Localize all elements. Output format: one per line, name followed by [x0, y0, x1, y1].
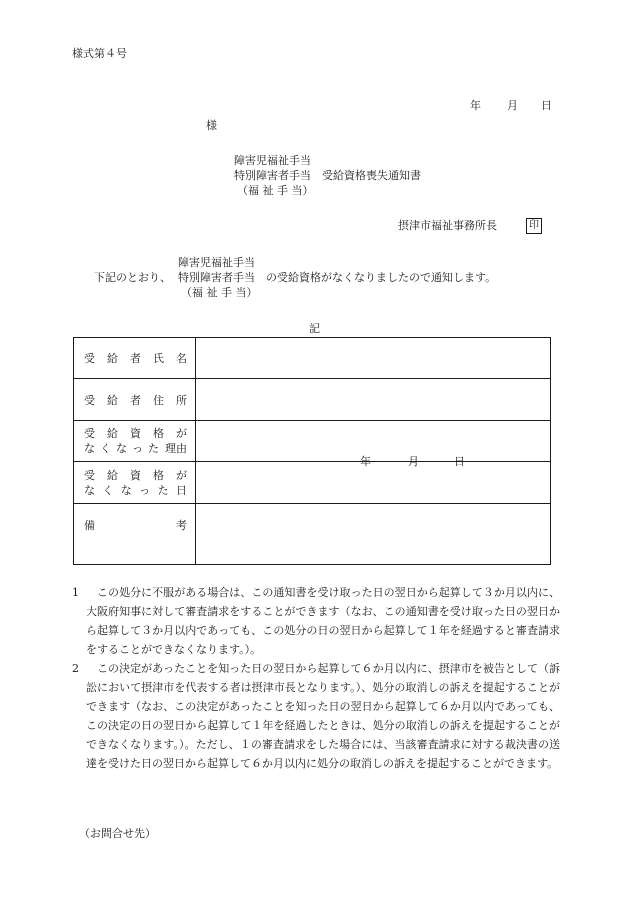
- note-text: この処分に不服がある場合は、この通知書を受け取った日の翌日から起算して３か月以内に、大阪府知事に対して審査請求をすることができます（なお、この通知書を受け取った日の翌日から起算して３か月以内であっても、この処分の日の翌日から起算して１年を経過すると審査請求をすることができなくなります。）。: [86, 586, 560, 656]
- record-table: [73, 337, 551, 565]
- body-lead: 下記のとおり、: [94, 271, 171, 284]
- label-remarks: 備 考: [74, 504, 196, 565]
- field-loss-date[interactable]: [196, 455, 551, 504]
- table-row-name: [74, 338, 551, 379]
- ki-heading: 記: [309, 322, 320, 335]
- note-number: 2: [72, 662, 79, 675]
- loss-date-day: 日: [454, 455, 465, 468]
- note-item-1: [72, 583, 560, 659]
- note-text: この決定があったことを知った日の翌日から起算して６か月以内に、摂津市を被告として（訴訟において摂津市を代表する者は摂津市長となります。）、処分の取消しの訴えを提起することができます（なお、この決定があったことを知った日の翌日から起算して６か月以内であっても、この決定の日の翌日から起算して１年を経過したときは、処分の取消しの訴えを提起することができなくなります。）。ただし、１の審査請求をした場合には、当該審査請求に対する裁決書の送達を受けた日の翌日から起算して６か月以内に処分の取消しの訴えを提起することができます。: [86, 662, 560, 770]
- issuer-name: 摂津市福祉事務所長: [398, 219, 497, 232]
- table-row-address: [74, 379, 551, 421]
- body-allowance-3: （福 祉 手 当）: [181, 286, 258, 299]
- field-loss-reason[interactable]: [196, 421, 551, 462]
- loss-date-year: 年: [360, 455, 371, 468]
- label-recipient-name: 受 給 者 氏 名: [74, 338, 196, 379]
- body-allowance-2: 特別障害者手当 の受給資格がなくなりましたので通知します。: [178, 271, 497, 284]
- note-item-2: [72, 659, 560, 773]
- label-recipient-address: 受 給 者 住 所: [74, 379, 196, 421]
- recipient-honorific: 様: [206, 119, 217, 132]
- label-loss-reason: 受 給 資 格 が な く な っ た 理由: [74, 421, 196, 462]
- title-allowance-2: 特別障害者手当 受給資格喪失通知書: [234, 169, 421, 182]
- table-row-remarks: [74, 504, 551, 565]
- label-loss-date: 受 給 資 格 が な く な っ た 日: [74, 462, 196, 504]
- seal-mark: 印: [526, 218, 542, 234]
- date-year: 年: [470, 99, 481, 112]
- field-remarks[interactable]: [196, 504, 551, 565]
- field-recipient-name[interactable]: [196, 338, 551, 379]
- appeal-notes: [72, 583, 560, 773]
- date-month: 月: [507, 99, 518, 112]
- form-number: 様式第４号: [72, 47, 127, 60]
- title-allowance-1: 障害児福祉手当: [234, 154, 311, 167]
- field-recipient-address[interactable]: [196, 379, 551, 421]
- contact-label: （お問合せ先）: [79, 827, 156, 840]
- title-allowance-3: （福 祉 手 当）: [237, 184, 314, 197]
- table-row-reason: [74, 421, 551, 462]
- body-allowance-1: 障害児福祉手当: [178, 256, 255, 269]
- loss-date-month: 月: [408, 455, 419, 468]
- note-number: 1: [72, 586, 79, 599]
- date-day: 日: [541, 99, 552, 112]
- table-row-date: [74, 462, 551, 504]
